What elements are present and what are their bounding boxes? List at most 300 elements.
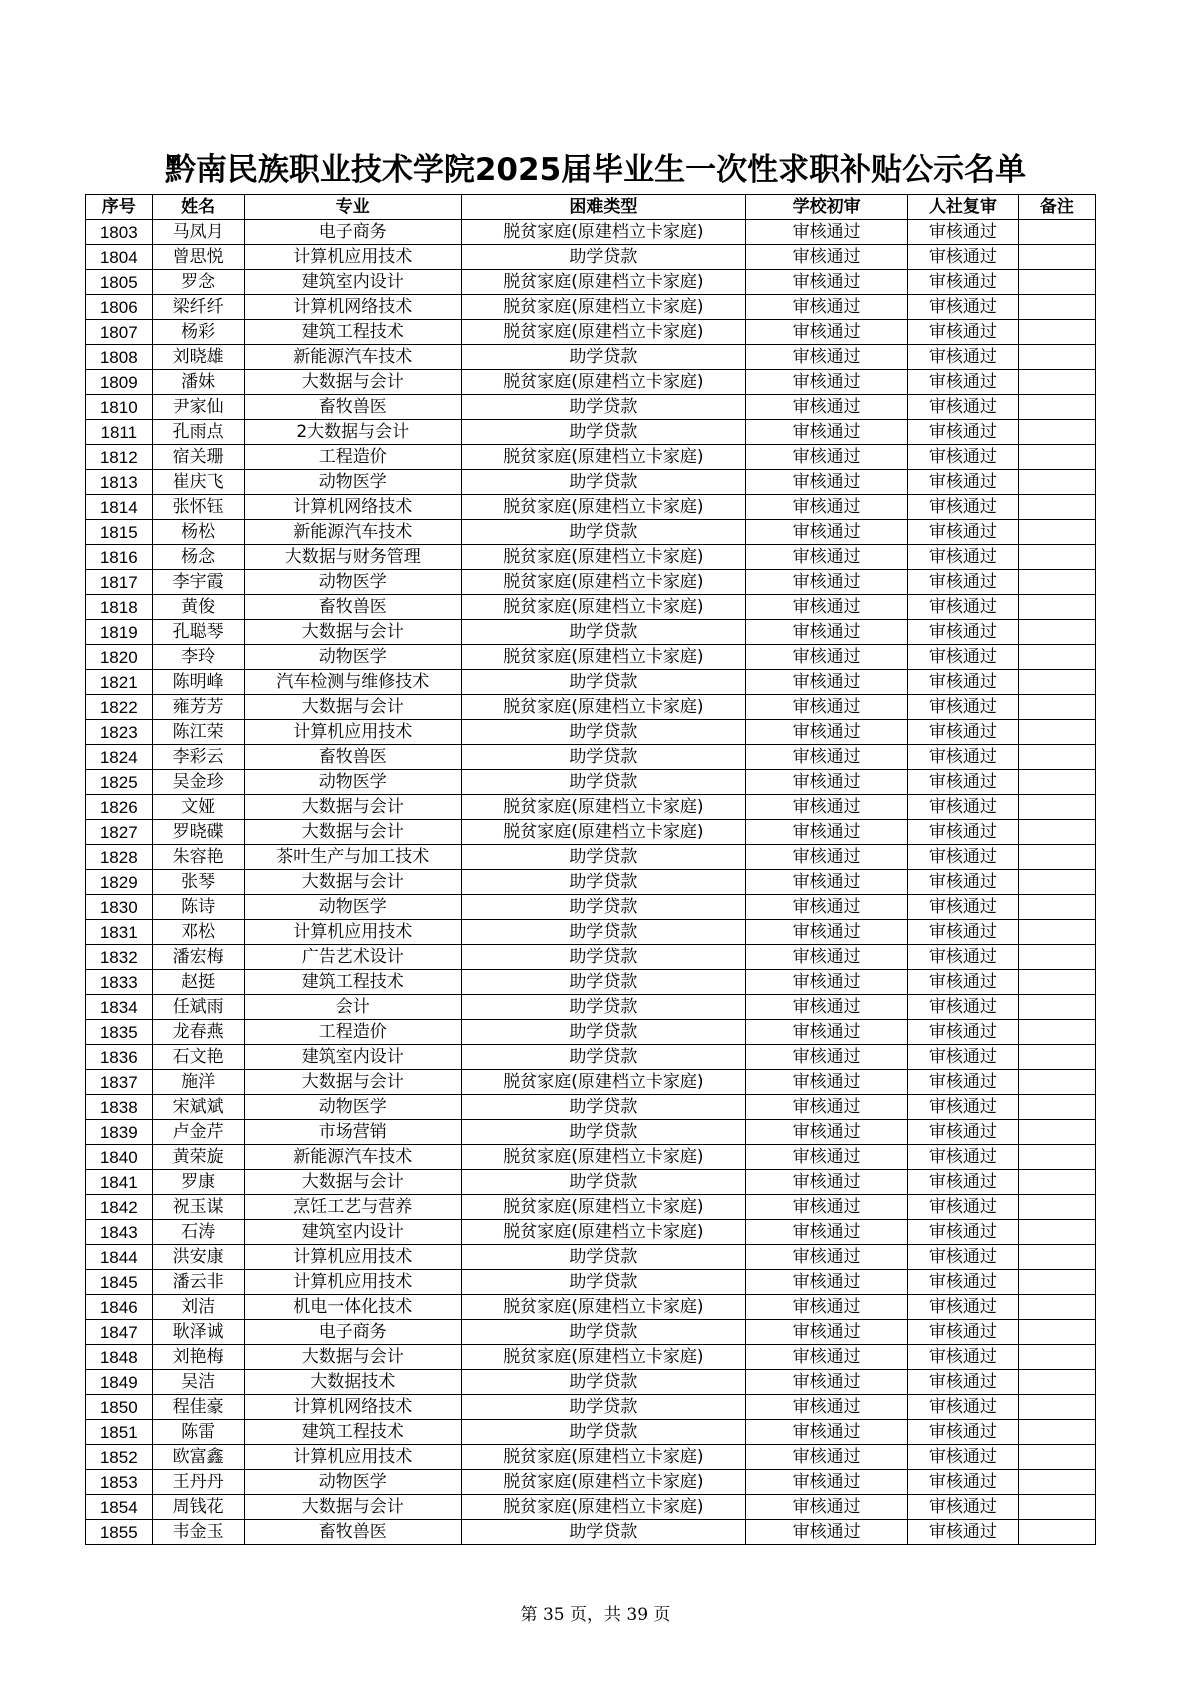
table-row — [86, 470, 1096, 495]
remarks-cell — [1018, 1070, 1095, 1095]
name-cell: 龙春燕 — [152, 1020, 244, 1045]
name-cell: 潘云非 — [152, 1270, 244, 1295]
table-row — [86, 320, 1096, 345]
serial-cell: 1833 — [86, 970, 153, 995]
name-cell: 周钱花 — [152, 1495, 244, 1520]
remarks-cell — [1018, 1495, 1095, 1520]
hr-review-cell: 审核通过 — [908, 220, 1019, 245]
major-cell: 电子商务 — [244, 220, 461, 245]
hardship-type-cell: 助学贷款 — [461, 670, 745, 695]
major-cell: 会计 — [244, 995, 461, 1020]
hr-review-cell: 审核通过 — [908, 920, 1019, 945]
remarks-cell — [1018, 270, 1095, 295]
table-row — [86, 1470, 1096, 1495]
serial-cell: 1850 — [86, 1395, 153, 1420]
school-review-cell: 审核通过 — [746, 320, 908, 345]
remarks-cell — [1018, 645, 1095, 670]
school-review-cell: 审核通过 — [746, 1295, 908, 1320]
table-row — [86, 370, 1096, 395]
major-cell: 畜牧兽医 — [244, 1520, 461, 1545]
hardship-type-cell: 脱贫家庭(原建档立卡家庭) — [461, 1470, 745, 1495]
serial-cell: 1838 — [86, 1095, 153, 1120]
serial-cell: 1829 — [86, 870, 153, 895]
table-header-row — [86, 195, 1096, 220]
major-cell: 新能源汽车技术 — [244, 520, 461, 545]
header-hardship-type: 困难类型 — [461, 195, 745, 220]
table-row — [86, 1120, 1096, 1145]
hardship-type-cell: 脱贫家庭(原建档立卡家庭) — [461, 695, 745, 720]
table-row — [86, 1345, 1096, 1370]
name-cell: 崔庆飞 — [152, 470, 244, 495]
name-cell: 王丹丹 — [152, 1470, 244, 1495]
school-review-cell: 审核通过 — [746, 345, 908, 370]
hr-review-cell: 审核通过 — [908, 345, 1019, 370]
serial-cell: 1814 — [86, 495, 153, 520]
serial-cell: 1808 — [86, 345, 153, 370]
school-review-cell: 审核通过 — [746, 645, 908, 670]
hardship-type-cell: 助学贷款 — [461, 920, 745, 945]
remarks-cell — [1018, 695, 1095, 720]
remarks-cell — [1018, 920, 1095, 945]
serial-cell: 1835 — [86, 1020, 153, 1045]
name-cell: 张琴 — [152, 870, 244, 895]
name-cell: 陈雷 — [152, 1420, 244, 1445]
remarks-cell — [1018, 1520, 1095, 1545]
school-review-cell: 审核通过 — [746, 620, 908, 645]
name-cell: 李宇霞 — [152, 570, 244, 595]
serial-cell: 1804 — [86, 245, 153, 270]
serial-cell: 1825 — [86, 770, 153, 795]
name-cell: 吴洁 — [152, 1370, 244, 1395]
table-row — [86, 745, 1096, 770]
school-review-cell: 审核通过 — [746, 1070, 908, 1095]
major-cell: 大数据与会计 — [244, 1345, 461, 1370]
hardship-type-cell: 助学贷款 — [461, 945, 745, 970]
school-review-cell: 审核通过 — [746, 695, 908, 720]
hardship-type-cell: 助学贷款 — [461, 845, 745, 870]
hr-review-cell: 审核通过 — [908, 620, 1019, 645]
hardship-type-cell: 助学贷款 — [461, 870, 745, 895]
name-cell: 雍芳芳 — [152, 695, 244, 720]
remarks-cell — [1018, 1095, 1095, 1120]
major-cell: 动物医学 — [244, 1095, 461, 1120]
school-review-cell: 审核通过 — [746, 1420, 908, 1445]
hr-review-cell: 审核通过 — [908, 1220, 1019, 1245]
hardship-type-cell: 助学贷款 — [461, 1520, 745, 1545]
name-cell: 陈江荣 — [152, 720, 244, 745]
hardship-type-cell: 脱贫家庭(原建档立卡家庭) — [461, 295, 745, 320]
table-row — [86, 1145, 1096, 1170]
major-cell: 建筑室内设计 — [244, 1220, 461, 1245]
hr-review-cell: 审核通过 — [908, 1020, 1019, 1045]
name-cell: 赵挺 — [152, 970, 244, 995]
table-row — [86, 1270, 1096, 1295]
remarks-cell — [1018, 245, 1095, 270]
school-review-cell: 审核通过 — [746, 545, 908, 570]
hr-review-cell: 审核通过 — [908, 645, 1019, 670]
school-review-cell: 审核通过 — [746, 920, 908, 945]
remarks-cell — [1018, 795, 1095, 820]
name-cell: 吴金珍 — [152, 770, 244, 795]
hr-review-cell: 审核通过 — [908, 820, 1019, 845]
table-row — [86, 395, 1096, 420]
school-review-cell: 审核通过 — [746, 370, 908, 395]
remarks-cell — [1018, 445, 1095, 470]
name-cell: 孔雨点 — [152, 420, 244, 445]
remarks-cell — [1018, 370, 1095, 395]
hardship-type-cell: 脱贫家庭(原建档立卡家庭) — [461, 545, 745, 570]
remarks-cell — [1018, 720, 1095, 745]
remarks-cell — [1018, 1320, 1095, 1345]
name-cell: 孔聪琴 — [152, 620, 244, 645]
name-cell: 陈明峰 — [152, 670, 244, 695]
serial-cell: 1819 — [86, 620, 153, 645]
hr-review-cell: 审核通过 — [908, 1420, 1019, 1445]
school-review-cell: 审核通过 — [746, 1470, 908, 1495]
major-cell: 广告艺术设计 — [244, 945, 461, 970]
serial-cell: 1813 — [86, 470, 153, 495]
table-row — [86, 1245, 1096, 1270]
serial-cell: 1834 — [86, 995, 153, 1020]
name-cell: 欧富鑫 — [152, 1445, 244, 1470]
serial-cell: 1844 — [86, 1245, 153, 1270]
serial-cell: 1842 — [86, 1195, 153, 1220]
hr-review-cell: 审核通过 — [908, 1345, 1019, 1370]
school-review-cell: 审核通过 — [746, 595, 908, 620]
hardship-type-cell: 助学贷款 — [461, 1420, 745, 1445]
remarks-cell — [1018, 1345, 1095, 1370]
hardship-type-cell: 脱贫家庭(原建档立卡家庭) — [461, 1445, 745, 1470]
hardship-type-cell: 脱贫家庭(原建档立卡家庭) — [461, 1145, 745, 1170]
hardship-type-cell: 脱贫家庭(原建档立卡家庭) — [461, 570, 745, 595]
school-review-cell: 审核通过 — [746, 470, 908, 495]
name-cell: 宿关珊 — [152, 445, 244, 470]
hardship-type-cell: 脱贫家庭(原建档立卡家庭) — [461, 1220, 745, 1245]
hardship-type-cell: 脱贫家庭(原建档立卡家庭) — [461, 270, 745, 295]
table-row — [86, 1370, 1096, 1395]
serial-cell: 1805 — [86, 270, 153, 295]
hr-review-cell: 审核通过 — [908, 1070, 1019, 1095]
school-review-cell: 审核通过 — [746, 1270, 908, 1295]
remarks-cell — [1018, 1170, 1095, 1195]
table-row — [86, 1170, 1096, 1195]
table-row — [86, 770, 1096, 795]
school-review-cell: 审核通过 — [746, 1195, 908, 1220]
table-body — [86, 220, 1096, 1545]
serial-cell: 1806 — [86, 295, 153, 320]
remarks-cell — [1018, 1270, 1095, 1295]
name-cell: 邓松 — [152, 920, 244, 945]
hr-review-cell: 审核通过 — [908, 895, 1019, 920]
serial-cell: 1839 — [86, 1120, 153, 1145]
hardship-type-cell: 助学贷款 — [461, 1370, 745, 1395]
hardship-type-cell: 脱贫家庭(原建档立卡家庭) — [461, 645, 745, 670]
name-cell: 尹家仙 — [152, 395, 244, 420]
major-cell: 计算机应用技术 — [244, 720, 461, 745]
serial-cell: 1847 — [86, 1320, 153, 1345]
school-review-cell: 审核通过 — [746, 945, 908, 970]
school-review-cell: 审核通过 — [746, 745, 908, 770]
serial-cell: 1855 — [86, 1520, 153, 1545]
hr-review-cell: 审核通过 — [908, 1370, 1019, 1395]
remarks-cell — [1018, 670, 1095, 695]
hardship-type-cell: 脱贫家庭(原建档立卡家庭) — [461, 495, 745, 520]
major-cell: 电子商务 — [244, 1320, 461, 1345]
school-review-cell: 审核通过 — [746, 1520, 908, 1545]
remarks-cell — [1018, 970, 1095, 995]
name-cell: 李彩云 — [152, 745, 244, 770]
remarks-cell — [1018, 1120, 1095, 1145]
hr-review-cell: 审核通过 — [908, 1320, 1019, 1345]
hr-review-cell: 审核通过 — [908, 570, 1019, 595]
major-cell: 计算机应用技术 — [244, 1245, 461, 1270]
header-school-review: 学校初审 — [746, 195, 908, 220]
hr-review-cell: 审核通过 — [908, 1195, 1019, 1220]
table-row — [86, 1395, 1096, 1420]
major-cell: 计算机网络技术 — [244, 495, 461, 520]
hr-review-cell: 审核通过 — [908, 370, 1019, 395]
name-cell: 洪安康 — [152, 1245, 244, 1270]
hr-review-cell: 审核通过 — [908, 495, 1019, 520]
table-row — [86, 270, 1096, 295]
major-cell: 汽车检测与维修技术 — [244, 670, 461, 695]
remarks-cell — [1018, 595, 1095, 620]
table-row — [86, 995, 1096, 1020]
serial-cell: 1816 — [86, 545, 153, 570]
hr-review-cell: 审核通过 — [908, 520, 1019, 545]
hardship-type-cell: 助学贷款 — [461, 970, 745, 995]
name-cell: 祝玉谋 — [152, 1195, 244, 1220]
serial-cell: 1851 — [86, 1420, 153, 1445]
hardship-type-cell: 助学贷款 — [461, 420, 745, 445]
hr-review-cell: 审核通过 — [908, 1145, 1019, 1170]
remarks-cell — [1018, 320, 1095, 345]
major-cell: 建筑工程技术 — [244, 320, 461, 345]
table-row — [86, 695, 1096, 720]
hardship-type-cell: 助学贷款 — [461, 1045, 745, 1070]
hardship-type-cell: 脱贫家庭(原建档立卡家庭) — [461, 445, 745, 470]
major-cell: 大数据与会计 — [244, 1170, 461, 1195]
name-cell: 程佳豪 — [152, 1395, 244, 1420]
hr-review-cell: 审核通过 — [908, 1495, 1019, 1520]
serial-cell: 1828 — [86, 845, 153, 870]
hr-review-cell: 审核通过 — [908, 445, 1019, 470]
table-row — [86, 1195, 1096, 1220]
major-cell: 工程造价 — [244, 1020, 461, 1045]
school-review-cell: 审核通过 — [746, 1145, 908, 1170]
hr-review-cell: 审核通过 — [908, 395, 1019, 420]
hardship-type-cell: 助学贷款 — [461, 1020, 745, 1045]
name-cell: 石涛 — [152, 1220, 244, 1245]
school-review-cell: 审核通过 — [746, 895, 908, 920]
name-cell: 潘宏梅 — [152, 945, 244, 970]
table-row — [86, 1020, 1096, 1045]
major-cell: 茶叶生产与加工技术 — [244, 845, 461, 870]
name-cell: 李玲 — [152, 645, 244, 670]
remarks-cell — [1018, 870, 1095, 895]
table-row — [86, 670, 1096, 695]
hardship-type-cell: 脱贫家庭(原建档立卡家庭) — [461, 1495, 745, 1520]
hardship-type-cell: 助学贷款 — [461, 720, 745, 745]
name-cell: 耿泽诚 — [152, 1320, 244, 1345]
major-cell: 2大数据与会计 — [244, 420, 461, 445]
hardship-type-cell: 助学贷款 — [461, 1395, 745, 1420]
table-row — [86, 945, 1096, 970]
hardship-type-cell: 脱贫家庭(原建档立卡家庭) — [461, 1070, 745, 1095]
major-cell: 大数据与会计 — [244, 1495, 461, 1520]
table-row — [86, 1495, 1096, 1520]
hardship-type-cell: 助学贷款 — [461, 345, 745, 370]
name-cell: 宋斌斌 — [152, 1095, 244, 1120]
remarks-cell — [1018, 520, 1095, 545]
school-review-cell: 审核通过 — [746, 395, 908, 420]
table-row — [86, 570, 1096, 595]
serial-cell: 1803 — [86, 220, 153, 245]
school-review-cell: 审核通过 — [746, 1395, 908, 1420]
hardship-type-cell: 助学贷款 — [461, 1245, 745, 1270]
serial-cell: 1807 — [86, 320, 153, 345]
hr-review-cell: 审核通过 — [908, 1045, 1019, 1070]
page-title: 黔南民族职业技术学院2025届毕业生一次性求职补贴公示名单 — [164, 152, 1027, 188]
major-cell: 大数据与会计 — [244, 820, 461, 845]
school-review-cell: 审核通过 — [746, 820, 908, 845]
remarks-cell — [1018, 1470, 1095, 1495]
major-cell: 大数据与会计 — [244, 795, 461, 820]
name-cell: 潘妹 — [152, 370, 244, 395]
remarks-cell — [1018, 845, 1095, 870]
table-row — [86, 420, 1096, 445]
major-cell: 畜牧兽医 — [244, 745, 461, 770]
table-row — [86, 920, 1096, 945]
table-row — [86, 1220, 1096, 1245]
remarks-cell — [1018, 1145, 1095, 1170]
serial-cell: 1821 — [86, 670, 153, 695]
major-cell: 畜牧兽医 — [244, 595, 461, 620]
major-cell: 计算机网络技术 — [244, 1395, 461, 1420]
hr-review-cell: 审核通过 — [908, 995, 1019, 1020]
serial-cell: 1849 — [86, 1370, 153, 1395]
table-row — [86, 520, 1096, 545]
school-review-cell: 审核通过 — [746, 1245, 908, 1270]
serial-cell: 1827 — [86, 820, 153, 845]
serial-cell: 1830 — [86, 895, 153, 920]
name-cell: 韦金玉 — [152, 1520, 244, 1545]
major-cell: 计算机应用技术 — [244, 245, 461, 270]
table-row — [86, 445, 1096, 470]
school-review-cell: 审核通过 — [746, 1345, 908, 1370]
school-review-cell: 审核通过 — [746, 570, 908, 595]
school-review-cell: 审核通过 — [746, 795, 908, 820]
name-cell: 杨彩 — [152, 320, 244, 345]
hardship-type-cell: 脱贫家庭(原建档立卡家庭) — [461, 820, 745, 845]
serial-cell: 1843 — [86, 1220, 153, 1245]
table-row — [86, 1445, 1096, 1470]
major-cell: 大数据与会计 — [244, 370, 461, 395]
name-cell: 朱容艳 — [152, 845, 244, 870]
hr-review-cell: 审核通过 — [908, 1245, 1019, 1270]
school-review-cell: 审核通过 — [746, 770, 908, 795]
name-cell: 罗康 — [152, 1170, 244, 1195]
table-row — [86, 295, 1096, 320]
school-review-cell: 审核通过 — [746, 245, 908, 270]
school-review-cell: 审核通过 — [746, 970, 908, 995]
school-review-cell: 审核通过 — [746, 295, 908, 320]
remarks-cell — [1018, 1220, 1095, 1245]
name-cell: 梁纤纤 — [152, 295, 244, 320]
hardship-type-cell: 助学贷款 — [461, 1120, 745, 1145]
table-row — [86, 645, 1096, 670]
serial-cell: 1832 — [86, 945, 153, 970]
name-cell: 杨松 — [152, 520, 244, 545]
table-row — [86, 795, 1096, 820]
school-review-cell: 审核通过 — [746, 1220, 908, 1245]
major-cell: 大数据与财务管理 — [244, 545, 461, 570]
table-row — [86, 845, 1096, 870]
table-row — [86, 620, 1096, 645]
table-row — [86, 495, 1096, 520]
hr-review-cell: 审核通过 — [908, 1445, 1019, 1470]
serial-cell: 1853 — [86, 1470, 153, 1495]
remarks-cell — [1018, 945, 1095, 970]
hr-review-cell: 审核通过 — [908, 770, 1019, 795]
remarks-cell — [1018, 470, 1095, 495]
remarks-cell — [1018, 420, 1095, 445]
major-cell: 动物医学 — [244, 470, 461, 495]
name-cell: 陈诗 — [152, 895, 244, 920]
major-cell: 烹饪工艺与营养 — [244, 1195, 461, 1220]
remarks-cell — [1018, 395, 1095, 420]
major-cell: 计算机网络技术 — [244, 295, 461, 320]
table-row — [86, 1520, 1096, 1545]
school-review-cell: 审核通过 — [746, 720, 908, 745]
table-row — [86, 720, 1096, 745]
table-row — [86, 1420, 1096, 1445]
school-review-cell: 审核通过 — [746, 670, 908, 695]
remarks-cell — [1018, 345, 1095, 370]
serial-cell: 1818 — [86, 595, 153, 620]
serial-cell: 1831 — [86, 920, 153, 945]
serial-cell: 1841 — [86, 1170, 153, 1195]
name-cell: 刘艳梅 — [152, 1345, 244, 1370]
table-row — [86, 245, 1096, 270]
table-row — [86, 1295, 1096, 1320]
remarks-cell — [1018, 295, 1095, 320]
name-cell: 马凤月 — [152, 220, 244, 245]
school-review-cell: 审核通过 — [746, 1495, 908, 1520]
serial-cell: 1836 — [86, 1045, 153, 1070]
school-review-cell: 审核通过 — [746, 845, 908, 870]
name-cell: 罗晓碟 — [152, 820, 244, 845]
table-row — [86, 1045, 1096, 1070]
hr-review-cell: 审核通过 — [908, 670, 1019, 695]
name-cell: 罗念 — [152, 270, 244, 295]
name-cell: 施洋 — [152, 1070, 244, 1095]
major-cell: 大数据与会计 — [244, 870, 461, 895]
school-review-cell: 审核通过 — [746, 495, 908, 520]
hardship-type-cell: 脱贫家庭(原建档立卡家庭) — [461, 1195, 745, 1220]
hr-review-cell: 审核通过 — [908, 970, 1019, 995]
table-row — [86, 1095, 1096, 1120]
school-review-cell: 审核通过 — [746, 995, 908, 1020]
remarks-cell — [1018, 1395, 1095, 1420]
hr-review-cell: 审核通过 — [908, 845, 1019, 870]
hardship-type-cell: 助学贷款 — [461, 895, 745, 920]
major-cell: 动物医学 — [244, 1470, 461, 1495]
school-review-cell: 审核通过 — [746, 520, 908, 545]
header-serial: 序号 — [86, 195, 153, 220]
hr-review-cell: 审核通过 — [908, 945, 1019, 970]
major-cell: 畜牧兽医 — [244, 395, 461, 420]
